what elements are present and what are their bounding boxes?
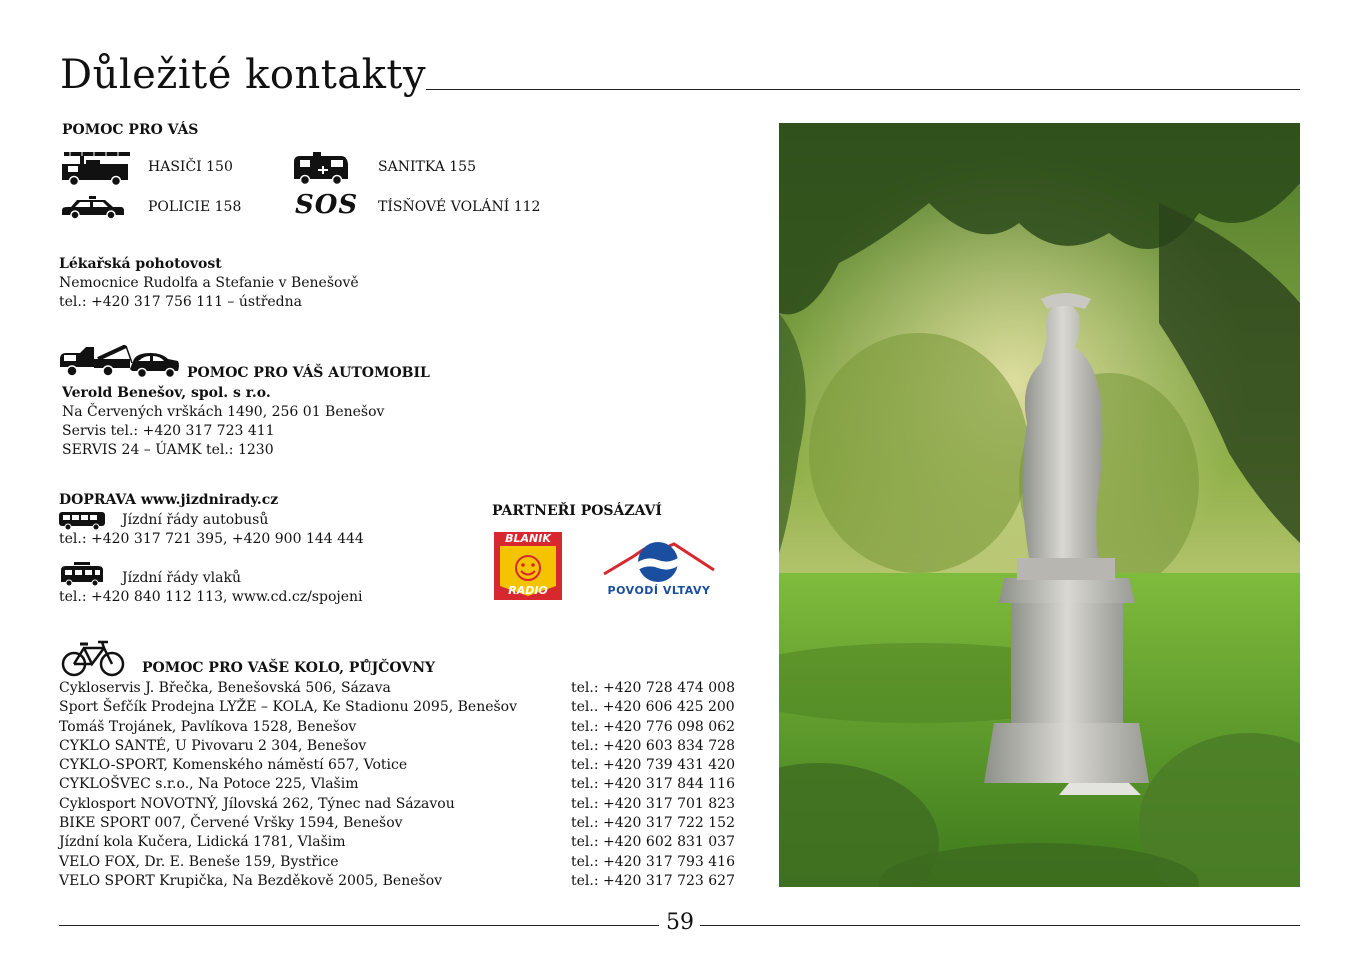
bike-heading: POMOC PRO VAŠE KOLO, PŮJČOVNY <box>142 660 436 676</box>
train-icon <box>58 562 106 588</box>
partners-heading: PARTNEŘI POSÁZAVÍ <box>492 503 662 519</box>
auto-service24: SERVIS 24 – ÚAMK tel.: 1230 <box>62 442 274 458</box>
rental-name: CYKLOŠVEC s.r.o., Na Potoce 225, Vlašim <box>59 776 359 793</box>
rental-name: VELO SPORT Krupička, Na Bezděkově 2005, Benešov <box>59 872 443 889</box>
train-label: Jízdní řády vlaků <box>122 570 241 586</box>
rental-name: Tomáš Trojánek, Pavlíkova 1528, Benešov <box>59 718 357 735</box>
table-row <box>59 872 739 891</box>
tow-truck-icon <box>58 345 182 381</box>
table-row <box>59 814 739 833</box>
table-row <box>59 679 739 698</box>
rental-name: Cykloservis J. Břečka, Benešovská 506, Sázava <box>59 680 391 696</box>
table-row <box>59 853 739 872</box>
auto-heading: POMOC PRO VÁŠ AUTOMOBIL <box>187 365 430 381</box>
rental-name: VELO FOX, Dr. E. Beneše 159, Bystřice <box>59 853 339 870</box>
rental-phone: tel.: +420 317 722 152 <box>571 815 735 832</box>
blanik-bottom-text: RADIO <box>508 584 548 597</box>
medical-heading: Lékařská pohotovost <box>59 256 222 272</box>
rental-name: CYKLO-SPORT, Komenského náměstí 657, Votice <box>59 757 408 774</box>
footer-rule-right <box>700 925 1300 926</box>
povodi-text: POVODÍ VLTAVY <box>607 584 711 597</box>
bike-rental-list <box>59 679 739 891</box>
table-row <box>59 775 739 794</box>
table-row <box>59 795 739 814</box>
title-rule <box>426 89 1300 90</box>
rental-phone: tel.: +420 317 723 627 <box>571 872 735 889</box>
rental-name: Sport Šefčík Prodejna LYŽE – KOLA, Ke Stadionu 2095, Benešov <box>59 699 518 716</box>
auto-service: Servis tel.: +420 317 723 411 <box>62 423 275 439</box>
rental-phone: tel.: +420 317 793 416 <box>571 853 735 870</box>
table-row <box>59 737 739 756</box>
rental-phone: tel.: +420 317 701 823 <box>571 795 735 812</box>
rental-phone: tel.: +420 317 844 116 <box>571 776 735 793</box>
emergency-heading: POMOC PRO VÁS <box>62 122 199 138</box>
bicycle-icon <box>60 638 126 678</box>
transport-heading: DOPRAVA www.jizdnirady.cz <box>59 492 279 508</box>
sos-icon: SOS <box>295 190 359 220</box>
emergency-label-police: POLICIE 158 <box>148 199 242 215</box>
povodi-vltavy-logo <box>594 534 724 600</box>
emergency-label-sos: TÍSŇOVÉ VOLÁNÍ 112 <box>378 199 541 215</box>
rental-phone: tel.: +420 776 098 062 <box>571 718 735 735</box>
rental-name: CYKLO SANTÉ, U Pivovaru 2 304, Benešov <box>59 737 367 754</box>
emergency-label-ambulance: SANITKA 155 <box>378 159 476 175</box>
rental-name: Jízdní kola Kučera, Lidická 1781, Vlašim <box>59 834 346 851</box>
police-car-icon <box>61 196 125 220</box>
statue-photo <box>779 123 1300 887</box>
medical-line1: Nemocnice Rudolfa a Stefanie v Benešově <box>59 275 359 291</box>
blanik-top-text: BLANIK <box>505 532 551 545</box>
page-title: Důležité kontakty <box>60 52 427 98</box>
ambulance-icon <box>291 152 351 186</box>
footer-rule-left <box>59 925 659 926</box>
rental-phone: tel.. +420 606 425 200 <box>571 699 735 716</box>
fire-truck-icon <box>60 150 134 186</box>
bus-label: Jízdní řády autobusů <box>122 512 269 528</box>
rental-name: BIKE SPORT 007, Červené Vršky 1594, Benešov <box>59 815 403 832</box>
page-number: 59 <box>666 910 694 935</box>
auto-company: Verold Benešov, spol. s r.o. <box>62 385 271 401</box>
table-row <box>59 698 739 717</box>
table-row <box>59 833 739 852</box>
rental-phone: tel.: +420 602 831 037 <box>571 834 735 851</box>
table-row <box>59 756 739 775</box>
rental-phone: tel.: +420 739 431 420 <box>571 757 735 774</box>
bus-tel: tel.: +420 317 721 395, +420 900 144 444 <box>59 531 364 547</box>
table-row <box>59 718 739 737</box>
train-tel: tel.: +420 840 112 113, www.cd.cz/spojeni <box>59 589 363 605</box>
emergency-label-fire: HASIČI 150 <box>148 159 233 175</box>
bus-icon <box>58 511 106 531</box>
blanik-radio-logo <box>492 530 564 602</box>
rental-phone: tel.: +420 728 474 008 <box>571 680 735 696</box>
rental-phone: tel.: +420 603 834 728 <box>571 737 735 754</box>
rental-name: Cyklosport NOVOTNÝ, Jílovská 262, Týnec nad Sázavou <box>59 795 455 812</box>
auto-address: Na Červených vrškách 1490, 256 01 Benešov <box>62 404 385 420</box>
medical-line2: tel.: +420 317 756 111 – ústředna <box>59 294 303 310</box>
